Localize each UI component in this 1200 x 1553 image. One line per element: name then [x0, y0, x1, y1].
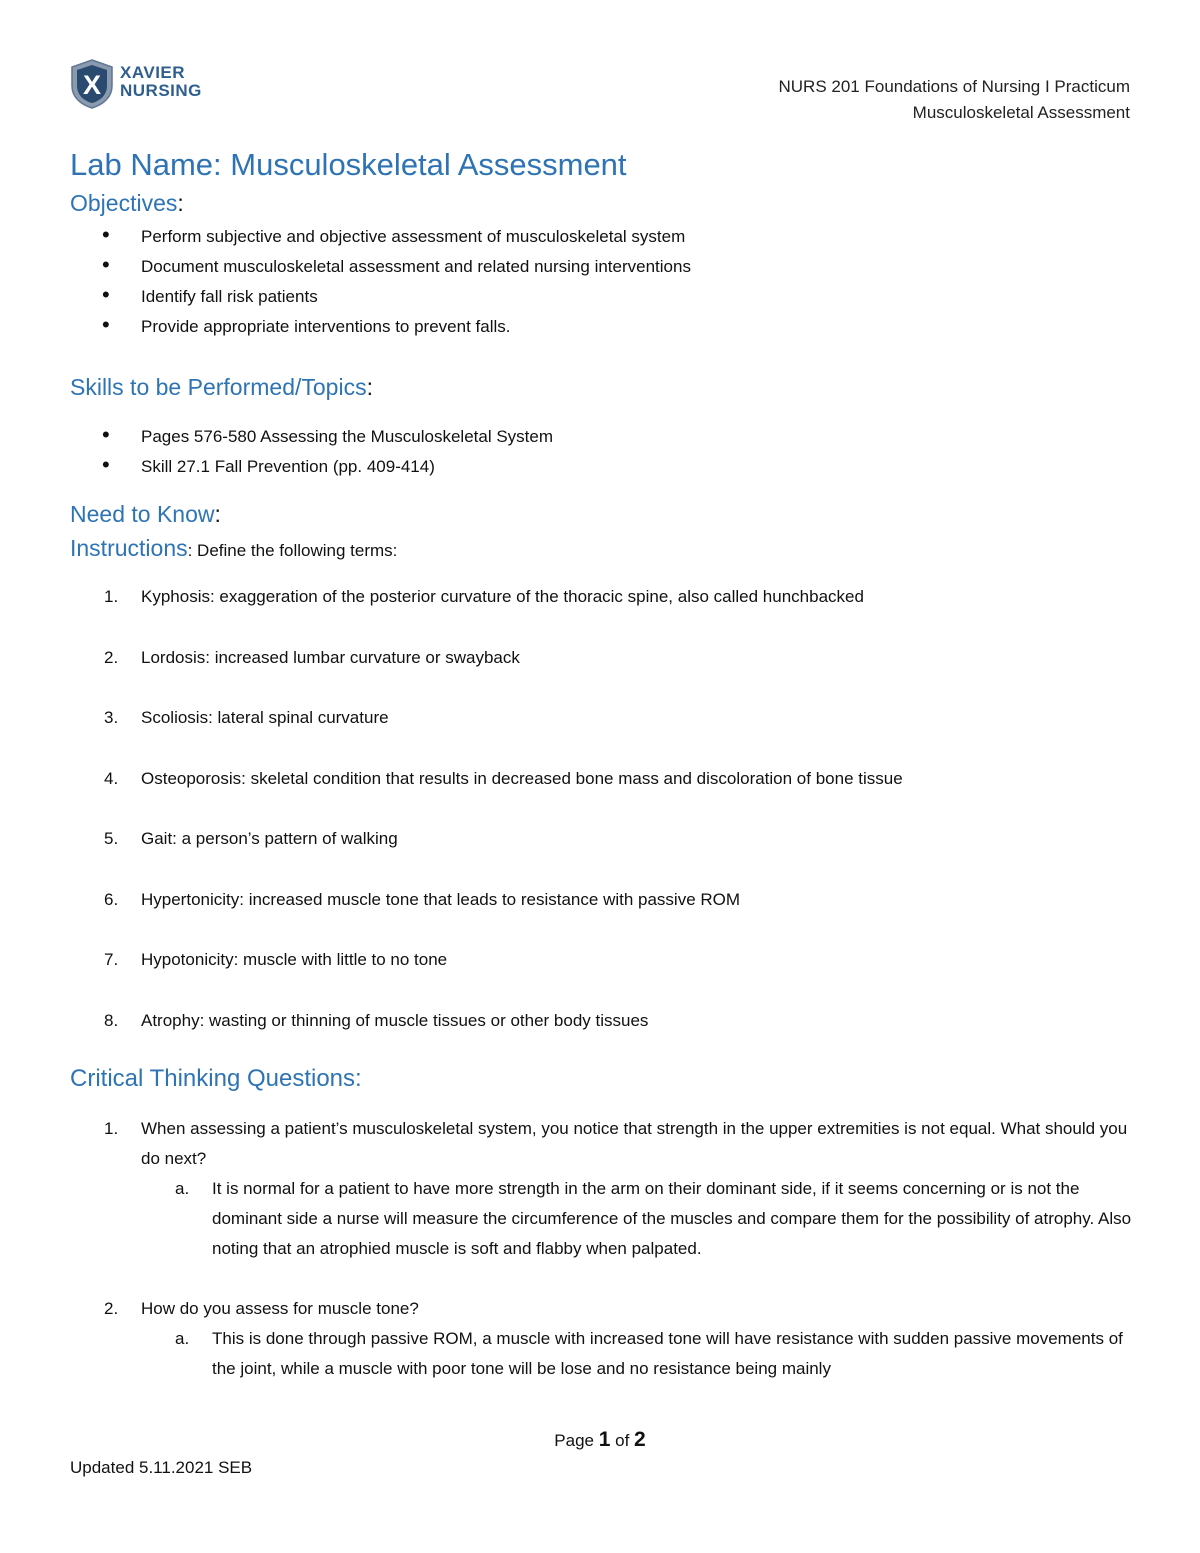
- questions-list: [70, 1114, 1140, 1384]
- list-item: • Document musculoskeletal assessment and related nursing interventions: [70, 252, 1140, 282]
- updated-note: Updated 5.11.2021 SEB: [70, 1458, 253, 1477]
- objectives-list: [70, 222, 1140, 342]
- question-text: How do you assess for muscle tone?: [141, 1298, 419, 1318]
- skills-heading: Skills to be Performed/Topics:: [70, 374, 373, 400]
- critical-thinking-heading: Critical Thinking Questions:: [70, 1064, 362, 1092]
- xavier-nursing-logo: [68, 56, 208, 112]
- svg-text:X: X: [82, 70, 102, 100]
- terms-list: [70, 582, 1140, 1036]
- logo-word-xavier: XAVIER: [120, 63, 186, 82]
- list-item: 4. Osteoporosis: skeletal condition that results in decreased bone mass and discoloration of bone tissue: [104, 768, 903, 788]
- list-item: 6. Hypertonicity: increased muscle tone that leads to resistance with passive ROM: [104, 889, 741, 909]
- list-item: 7. Hypotonicity: muscle with little to no tone: [104, 950, 448, 969]
- objectives-heading: Objectives:: [70, 190, 184, 216]
- page-number: Page 1 of 2: [554, 1428, 646, 1451]
- question-item: 1. When assessing a patient’s musculoskeletal system, you notice that strength in the upper extremities is not equal. What should you do next? a. It is normal for a patient to have more strength in the arm on their dominant side, if it seems concerning or is not the dominant side a nurse will measure the circumference of the muscles and compare them for the possibility of atrophy. Also noting that an atrophied muscle is soft and flabby when palpated.: [70, 1114, 1140, 1264]
- list-item: 8. Atrophy: wasting or thinning of muscle tissues or other body tissues: [104, 1010, 649, 1030]
- list-item: • Pages 576-580 Assessing the Musculoskeletal System: [70, 422, 1140, 452]
- list-item: • Provide appropriate interventions to prevent falls.: [70, 312, 1140, 342]
- need-to-know-heading: Need to Know:: [70, 501, 221, 527]
- course-title: NURS 201 Foundations of Nursing I Practicum: [778, 77, 1130, 96]
- document-body: [70, 142, 1140, 1384]
- list-item: 5. Gait: a person’s pattern of walking: [104, 829, 398, 848]
- answer-item: a. This is done through passive ROM, a muscle with increased tone will have resistance with sudden passive movements of the joint, while a muscle with poor tone will be lose and no resistance being mainly: [175, 1328, 1123, 1378]
- logo-word-nursing: NURSING: [120, 81, 202, 100]
- shield-icon: [68, 58, 116, 110]
- list-item: 1. Kyphosis: exaggeration of the posterior curvature of the thoracic spine, also called hunchbacked: [104, 587, 864, 606]
- page-title: Lab Name: Musculoskeletal Assessment: [70, 147, 627, 182]
- question-text: When assessing a patient’s musculoskeletal system, you notice that strength in the upper extremities is not equal. What should you do next?: [141, 1118, 1128, 1168]
- page-header: [779, 74, 1131, 126]
- instructions-line: Instructions: Define the following terms:: [70, 535, 398, 561]
- header-subtitle: Musculoskeletal Assessment: [912, 103, 1130, 122]
- list-item: 2. Lordosis: increased lumbar curvature or swayback: [104, 647, 520, 667]
- question-item: 2. How do you assess for muscle tone? a. This is done through passive ROM, a muscle with increased tone will have resistance with sudden passive movements of the joint, while a muscle with poor tone will be lose and no resistance being mainly: [70, 1294, 1140, 1384]
- list-item: • Perform subjective and objective assessment of musculoskeletal system: [70, 222, 1140, 252]
- list-item: 3. Scoliosis: lateral spinal curvature: [104, 708, 389, 727]
- list-item: • Skill 27.1 Fall Prevention (pp. 409-414): [70, 452, 1140, 482]
- answer-item: a. It is normal for a patient to have more strength in the arm on their dominant side, if it seems concerning or is not the dominant side a nurse will measure the circumference of the muscles and compare them for the possibility of atrophy. Also noting that an atrophied muscle is soft and flabby when palpated.: [175, 1178, 1132, 1258]
- skills-list: [70, 422, 1140, 482]
- list-item: • Identify fall risk patients: [70, 282, 1140, 312]
